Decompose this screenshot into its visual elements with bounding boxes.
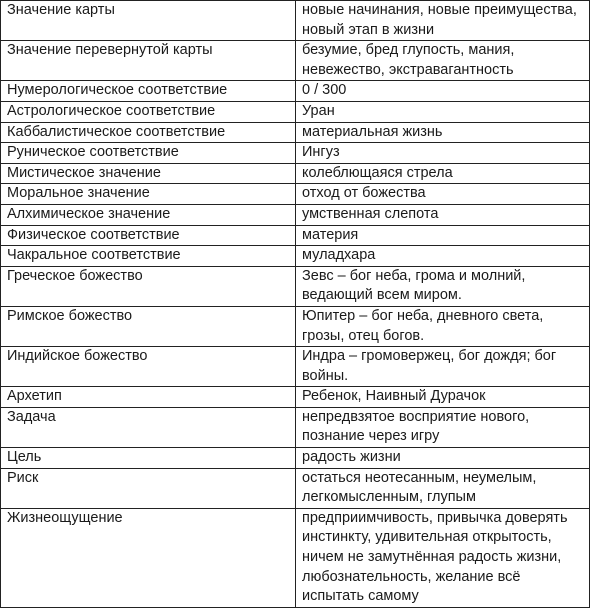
table-row [1, 184, 590, 205]
row-value: Зевс – бог неба, грома и молний, ведающий всем миром. [296, 266, 590, 306]
row-label: Риск [1, 468, 296, 508]
row-label: Руническое соответствие [1, 143, 296, 164]
row-value: безумие, бред глупость, мания, невежество, экстравагантность [296, 41, 590, 81]
row-label: Значение карты [1, 1, 296, 41]
row-label: Физическое соответствие [1, 225, 296, 246]
table-row [1, 508, 590, 607]
row-label: Жизнеощущение [1, 508, 296, 607]
row-value: предприимчивость, привычка доверять инстинкту, удивительная открытость, ничем не замутнённая радость жизни, любознательность, желание всё испытать самому [296, 508, 590, 607]
row-value: непредвзятое восприятие нового, познание через игру [296, 407, 590, 447]
row-label: Цель [1, 448, 296, 469]
row-label: Каббалистическое соответствие [1, 122, 296, 143]
row-value: радость жизни [296, 448, 590, 469]
table-row [1, 41, 590, 81]
row-label: Чакральное соответствие [1, 246, 296, 267]
table-row [1, 448, 590, 469]
table-row [1, 246, 590, 267]
row-label: Мистическое значение [1, 163, 296, 184]
row-value: Ингуз [296, 143, 590, 164]
table-row [1, 81, 590, 102]
row-value: муладхара [296, 246, 590, 267]
row-value: Юпитер – бог неба, дневного света, грозы, отец богов. [296, 306, 590, 346]
table-row [1, 407, 590, 447]
row-label: Индийское божество [1, 347, 296, 387]
table-row [1, 143, 590, 164]
table-row [1, 468, 590, 508]
row-label: Нумерологическое соответствие [1, 81, 296, 102]
row-label: Астрологическое соответствие [1, 101, 296, 122]
row-value: 0 / 300 [296, 81, 590, 102]
row-value: новые начинания, новые преимущества, новый этап в жизни [296, 1, 590, 41]
table-row [1, 306, 590, 346]
row-value: Уран [296, 101, 590, 122]
row-value: Индра – громовержец, бог дождя; бог войны. [296, 347, 590, 387]
row-value: умственная слепота [296, 204, 590, 225]
row-value: Ребенок, Наивный Дурачок [296, 387, 590, 408]
row-label: Значение перевернутой карты [1, 41, 296, 81]
table-row [1, 204, 590, 225]
table-row [1, 225, 590, 246]
row-value: материя [296, 225, 590, 246]
row-value: остаться неотесанным, неумелым, легкомысленным, глупым [296, 468, 590, 508]
row-label: Греческое божество [1, 266, 296, 306]
table-row [1, 163, 590, 184]
row-label: Римское божество [1, 306, 296, 346]
row-label: Задача [1, 407, 296, 447]
table-row [1, 266, 590, 306]
row-label: Моральное значение [1, 184, 296, 205]
table-row [1, 1, 590, 41]
row-label: Архетип [1, 387, 296, 408]
table-row [1, 347, 590, 387]
table-row [1, 122, 590, 143]
table-row [1, 101, 590, 122]
row-value: отход от божества [296, 184, 590, 205]
row-value: колеблющаяся стрела [296, 163, 590, 184]
row-value: материальная жизнь [296, 122, 590, 143]
table-row [1, 387, 590, 408]
row-label: Алхимическое значение [1, 204, 296, 225]
